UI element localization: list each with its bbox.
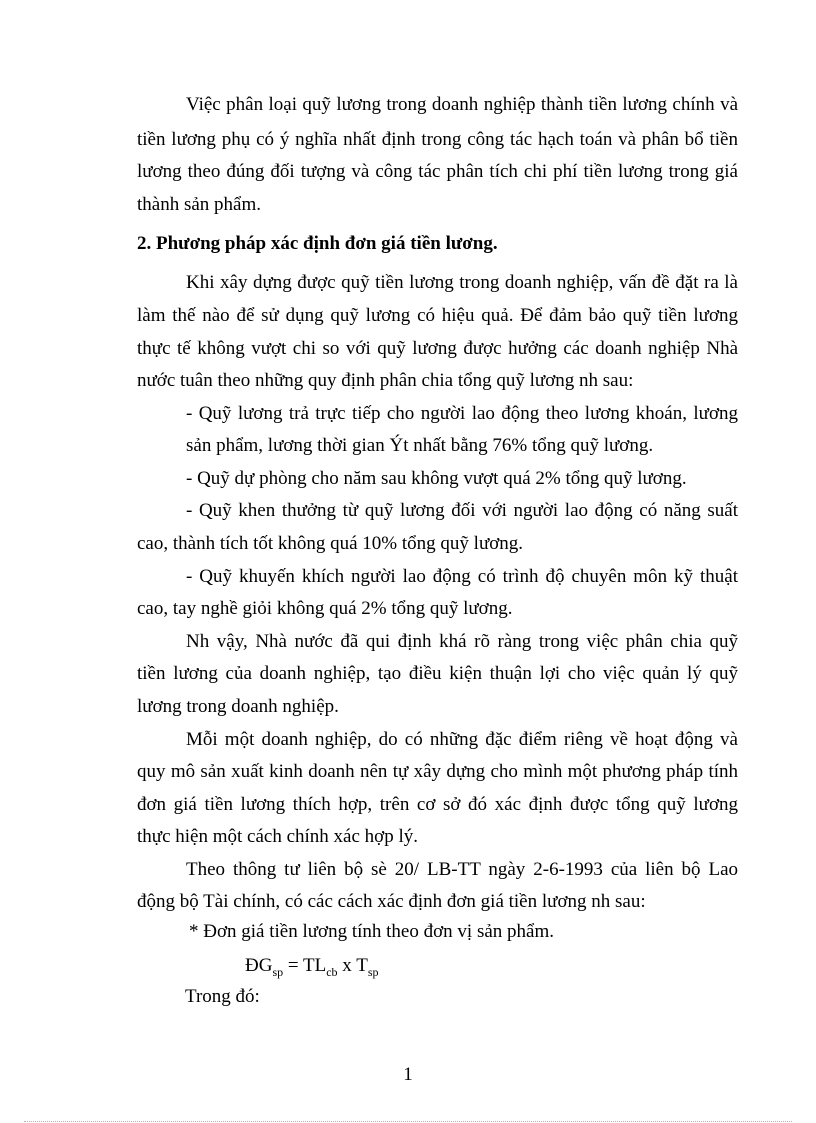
- formula-lhs: ĐG: [245, 955, 273, 976]
- paragraph-line: lương trong doanh nghiệp.: [137, 696, 339, 717]
- formula-term-1-subscript: cb: [326, 965, 338, 979]
- formula-term-2-subscript: sp: [367, 965, 379, 979]
- paragraph-line: Khi xây dựng được quỹ tiền lương trong doanh nghiệp, vấn đề đặt ra là: [186, 272, 738, 293]
- paragraph-line: động bộ Tài chính, có các cách xác định đơn giá tiền lương nh sau:: [137, 891, 646, 912]
- paragraph-line: tiền lương phụ có ý nghĩa nhất định trong công tác hạch toán và phân bổ tiền: [137, 129, 738, 150]
- formula-equals: =: [283, 955, 303, 976]
- bullet-line: - Quỹ khuyến khích người lao động có trình độ chuyên môn kỹ thuật: [186, 566, 738, 587]
- paragraph-line: nước tuân theo những quy định phân chia tổng quỹ lương nh sau:: [137, 370, 634, 391]
- section-heading: 2. Phương pháp xác định đơn giá tiền lương.: [137, 233, 498, 254]
- paragraph-line: thực hiện một cách chính xác hợp lý.: [137, 826, 418, 847]
- bullet-line: sản phẩm, lương thời gian Ýt nhất bằng 76% tổng quỹ lương.: [186, 435, 654, 456]
- bullet-line: cao, thành tích tốt không quá 10% tổng quỹ lương.: [137, 533, 524, 554]
- formula-caption: * Đơn giá tiền lương tính theo đơn vị sản phẩm.: [189, 921, 554, 942]
- formula-lhs-subscript: sp: [272, 965, 284, 979]
- paragraph-line: quy mô sản xuất kinh doanh nên tự xây dựng cho mình một phương pháp tính: [137, 761, 738, 782]
- paragraph-line: làm thế nào để sử dụng quỹ lương có hiệu quả. Để đảm bảo quỹ tiền lương: [137, 305, 738, 326]
- formula-term-2: T: [356, 955, 368, 976]
- bullet-line: cao, tay nghề giỏi không quá 2% tổng quỹ lương.: [137, 598, 513, 619]
- page-bottom-divider: [24, 1121, 792, 1122]
- paragraph-line: thành sản phẩm.: [137, 194, 262, 215]
- formula-term-1: TL: [303, 955, 327, 976]
- formula-times: x: [337, 955, 357, 976]
- paragraph-line: Việc phân loại quỹ lương trong doanh nghiệp thành tiền lương chính và: [186, 94, 738, 115]
- paragraph-line: Nh vậy, Nhà nước đã qui định khá rõ ràng trong việc phân chia quỹ: [186, 631, 738, 652]
- bullet-line: - Quỹ khen thưởng từ quỹ lương đối với người lao động có năng suất: [186, 500, 738, 521]
- paragraph-line: Trong đó:: [185, 986, 260, 1007]
- paragraph-line: tiền lương của doanh nghiệp, tạo điều kiện thuận lợi cho việc quản lý quỹ: [137, 663, 738, 684]
- paragraph-line: thực tế không vượt chi so với quỹ lương được hưởng các doanh nghiệp Nhà: [137, 338, 738, 359]
- paragraph-line: đơn giá tiền lương thích hợp, trên cơ sở đó xác định được tổng quỹ lương: [137, 794, 738, 815]
- bullet-line: - Quỹ dự phòng cho năm sau không vượt quá 2% tổng quỹ lương.: [186, 468, 687, 489]
- bullet-line: - Quỹ lương trả trực tiếp cho người lao động theo lương khoán, lương: [186, 403, 738, 424]
- formula: [245, 949, 738, 983]
- paragraph-line: Mỗi một doanh nghiệp, do có những đặc điểm riêng về hoạt động và: [186, 729, 738, 750]
- paragraph-line: Theo thông tư liên bộ sè 20/ LB-TT ngày 2-6-1993 của liên bộ Lao: [186, 859, 738, 880]
- page-number: 1: [403, 1064, 413, 1085]
- paragraph-line: lương theo đúng đối tượng và công tác phân tích chi phí tiền lương trong giá: [137, 161, 738, 182]
